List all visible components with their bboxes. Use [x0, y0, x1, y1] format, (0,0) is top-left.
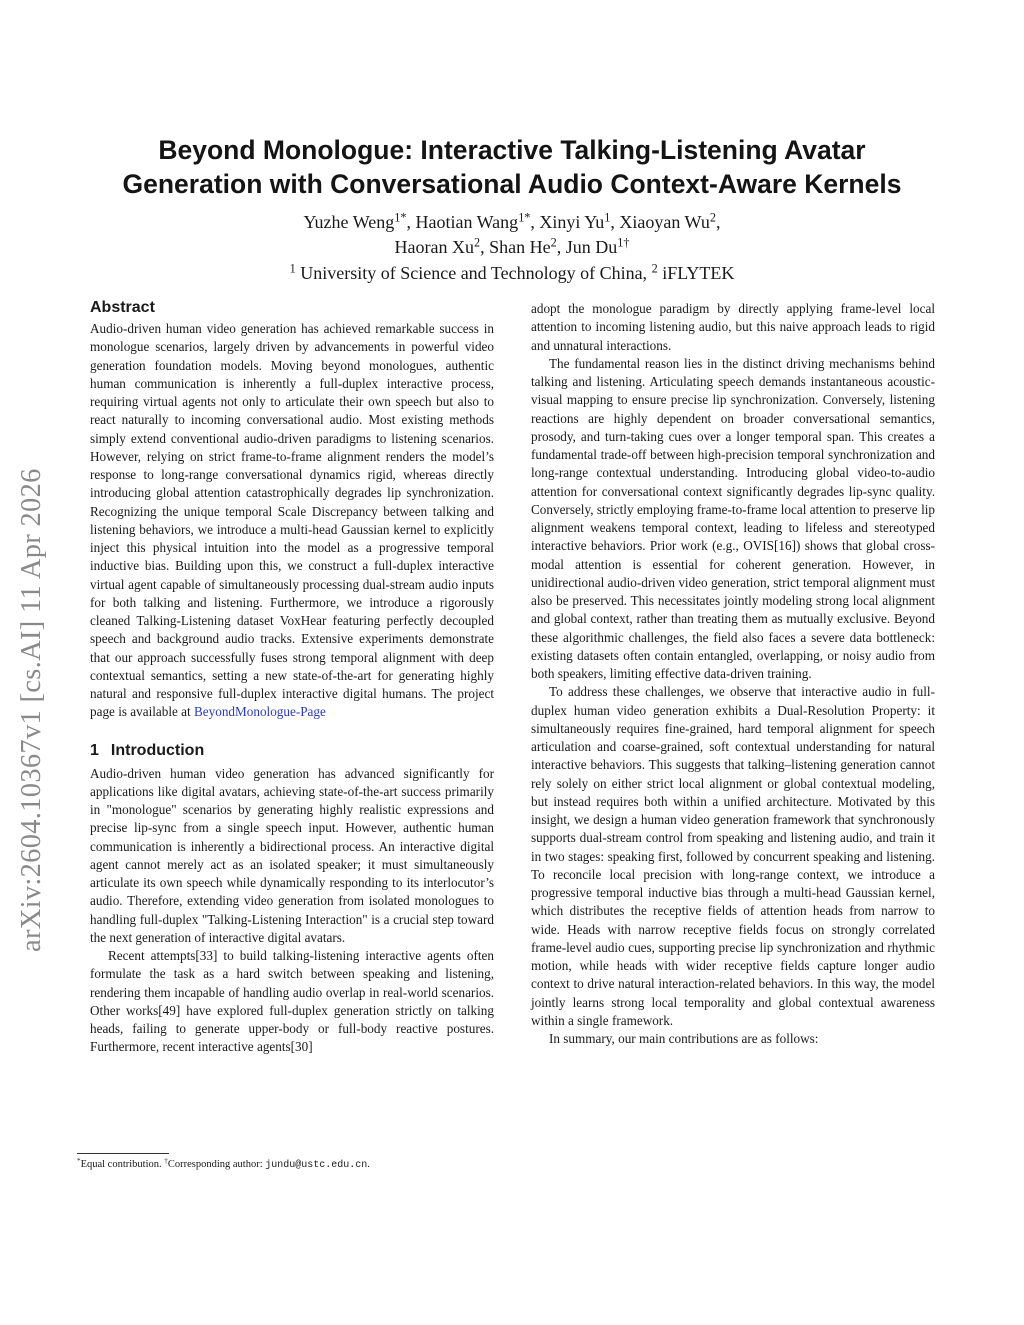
author-affiliation-mark: 1†: [617, 235, 630, 250]
author-affiliation-mark: 1*: [518, 210, 531, 225]
footnote: [77, 1158, 370, 1173]
author: Xinyi Yu: [539, 212, 605, 232]
author-line-1: [80, 210, 944, 235]
author-separator: ,: [556, 237, 566, 257]
author: Shan He: [489, 237, 551, 257]
author-list: [80, 210, 944, 260]
right-paragraph-1: The fundamental reason lies in the distinct driving mechanisms behind talking and listening. Articulating speech demands instantaneous acoustic-visual mapping to ensure precise lip synchronization. Conversely, listening reactions are highly dependent on broader conversational semantics, prosody, and turn-taking cues over a longer temporal span. This creates a fundamental trade-off between high-precision temporal synchronization and long-range contextual understanding. Introducing global video-to-audio attention for conversational context significantly degrades lip-sync quality. Conversely, strictly employing frame-to-frame local attention to preserve lip alignment weakens temporal context, leading to lifeless and stereotyped interactive behaviors. Prior work (e.g., OVIS[16]) shows that global cross-modal attention is essential for coherent generation. However, in unidirectional audio-driven video generation, strict temporal alignment must also be preserved. This necessitates jointly modeling strong local alignment and global context, rather than treating them as mutually exclusive. Beyond these algorithmic challenges, the field also faces a severe data bottleneck: existing datasets often contain entangled, overlapping, or noisy audio from both speakers, limiting effective data-driven training.: [531, 355, 935, 681]
footnote-corresponding: Corresponding author:: [167, 1159, 266, 1170]
author-separator: ,: [480, 237, 490, 257]
project-page-link[interactable]: BeyondMonologue-Page: [194, 704, 326, 720]
author-affiliation-mark: 1: [604, 210, 611, 225]
affiliation-mark: 2: [651, 261, 658, 276]
section-number: 1: [90, 741, 99, 759]
footnote-divider: [77, 1153, 169, 1154]
affiliation: University of Science and Technology of China,: [300, 263, 648, 283]
section-title: Introduction: [110, 741, 205, 759]
abstract-text: [90, 320, 494, 722]
affiliations: [80, 261, 944, 285]
author-line-2: [80, 235, 944, 260]
left-column: [90, 297, 494, 1057]
author-affiliation-mark: 2: [550, 235, 557, 250]
author: Yuzhe Weng: [303, 212, 395, 232]
author: Haoran Xu: [394, 237, 474, 257]
footnote-mark: *: [77, 1157, 81, 1166]
footnote-mark: †: [164, 1157, 168, 1166]
arxiv-identifier: arXiv:2604.10367v1 [cs.AI] 11 Apr 2026: [16, 468, 47, 952]
introduction-heading: [90, 740, 494, 762]
right-paragraph-2: To address these challenges, we observe that interactive audio in full-duplex human video generation exhibits a Dual-Resolution Property: it simultaneously requires fine-grained, hard temporal alignment for speech articulation and coarse-grained, soft contextual understanding for natural interactive behaviors. This suggests that talking–listening generation cannot rely solely on either strict local alignment or global contextual modeling, but instead requires both within a unified architecture. Motivated by this insight, we design a human video generation framework that synchronously supports dual-stream control from speaking and listening audio, and train it in two stages: speaking first, followed by concurrent speaking and listening. To reconcile local precision with long-range context, we introduce a progressive temporal inductive bias through a multi-head Gaussian kernel, which distributes the receptive fields of attention heads from narrow to wide. Heads with narrow receptive fields focus on strongly correlated frame-level audio cues, supporting precise lip synchronization and rhythmic motion, while heads with wider receptive fields capture longer audio context to drive natural interaction-related behaviors. In this way, the model jointly learns strong local temporality and global contextual awareness within a single framework.: [531, 684, 935, 1028]
author: Xiaoyan Wu: [619, 212, 710, 232]
author-affiliation-mark: 2: [473, 235, 481, 250]
author-separator: ,: [530, 212, 540, 232]
email-link[interactable]: jundu@ustc.edu.cn: [265, 1160, 368, 1171]
intro-paragraph-2: Recent attempts[33] to build talking-listening interactive agents often formulate the task as a hard switch between speaking and listening, rendering them incapable of handling audio overlap in real-world scenarios. Other works[49] have explored full-duplex generation strictly on talking heads, failing to generate upper-body or full-body reactive postures. Furthermore, recent interactive agents[30]: [90, 948, 494, 1055]
author-separator: ,: [715, 212, 721, 232]
paper-title: [80, 133, 944, 201]
author-affiliation-mark: 2: [709, 210, 716, 225]
intro-paragraph-1: Audio-driven human video generation has advanced significantly for applications like digital avatars, achieving state-of-the-art success primarily in "monologue" scenarios by generating highly realistic expressions and precise lip-sync from a single speech input. However, authentic human communication is inherently a bidirectional process. An interactive digital agent cannot merely act as an isolated speaker; it must simultaneously articulate its own speech while dynamically responding to its interlocutor’s audio. Therefore, extending video generation from isolated monologues to handling full-duplex "Talking-Listening Interaction" is a crucial step toward the next generation of interactive digital avatars.: [90, 765, 494, 945]
right-column: [531, 300, 935, 1048]
title-line-1: Beyond Monologue: Interactive Talking-Listening Avatar: [158, 135, 866, 165]
author-separator: ,: [406, 212, 416, 232]
abstract-body: Audio-driven human video generation has achieved remarkable success in monologue scenarios, largely driven by advancements in powerful video generation foundation models. Moving beyond monologues, authentic human communication is inherently a full-duplex interactive process, requiring virtual agents not only to articulate their own speech but also to react naturally to incoming conversational audio. Most existing methods simply extend conventional audio-driven paradigms to listening scenarios. However, relying on strict frame-to-frame alignment renders the model’s response to long-range conversational dynamics rigid, whereas directly introducing global attention catastrophically degrades lip synchronization. Recognizing the unique temporal Scale Discrepancy between talking and listening behaviors, we introduce a multi-head Gaussian kernel to explicitly inject this physical intuition into the model as a progressive temporal inductive bias. Building upon this, we construct a full-duplex interactive virtual agent capable of simultaneously processing dual-stream audio inputs for both talking and listening. Furthermore, we introduce a rigorously cleaned Talking-Listening dataset VoxHear featuring perfectly decoupled speech and background audio tracks. Extensive experiments demonstrate that our approach successfully fuses strong temporal alignment with deep contextual semantics, setting a new state-of-the-art for generating highly natural and responsive full-duplex interactive digital humans. The project page is available at: [90, 321, 494, 720]
footnote-end: .: [367, 1159, 370, 1170]
right-paragraph-0: adopt the monologue paradigm by directly applying frame-level local attention to incoming listening audio, but this naive approach leads to rigid and unnatural interactions.: [531, 301, 935, 353]
author-affiliation-mark: 1*: [394, 210, 407, 225]
author: Haotian Wang: [415, 212, 519, 232]
author-separator: ,: [610, 212, 620, 232]
affiliation-mark: 1: [289, 261, 296, 276]
abstract-heading: Abstract: [90, 299, 155, 316]
footnote-equal: Equal contribution.: [80, 1159, 162, 1170]
author: Jun Du: [565, 237, 618, 257]
title-line-2: Generation with Conversational Audio Context-Aware Kernels: [122, 169, 902, 199]
affiliation: iFLYTEK: [662, 263, 735, 283]
right-paragraph-3: In summary, our main contributions are as follows:: [549, 1031, 819, 1046]
